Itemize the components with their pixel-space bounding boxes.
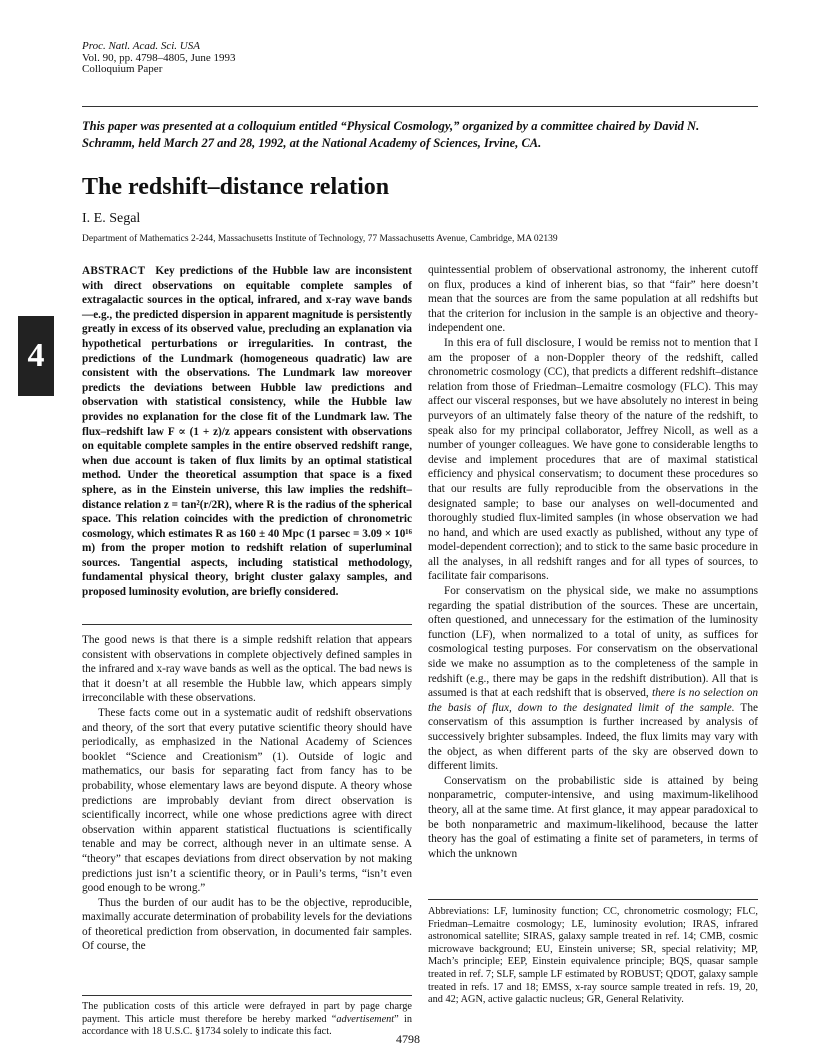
colloquium-note: This paper was presented at a colloquium entitled “Physical Cosmology,” organized by a committee chaired by David N. Schramm, held March 27 and 28, 1992, at the National Academy of Sciences, Irvine, CA. — [82, 119, 700, 150]
body-paragraph — [428, 584, 758, 774]
journal-volume: Vol. 90, pp. 4798–4805, June 1993 — [82, 51, 236, 64]
journal-name: Proc. Natl. Acad. Sci. USA — [82, 40, 200, 52]
author: I. E. Segal — [82, 211, 141, 226]
footnote-divider — [82, 995, 412, 996]
abbreviations: Abbreviations: LF, luminosity function; CC, chronometric cosmology; FLC, Friedman–Lemaitre cosmology; LE, luminosity evolution; IRAS, infrared astronomical satellite; SIRAS, galaxy sample treated in ref. 14; CMB, cosmic microwave background; EU, Einstein universe; SR, special relativity; MP, Mach’s principle; EEP, Einstein equivalence principle; BQS, quasar sample treated in ref. 7; SLF, sample LF estimated by ROBUST; QDOT, galaxy sample treated in refs. 17 and 18; EMSS, x-ray source sample treated in refs. 19, 20, and 42; AGN, active galactic nucleus; GR, General Relativity. — [428, 906, 758, 1006]
emphasis-text: there is no selection on the basis of flux, down to the designated limit of the sample. — [428, 687, 759, 714]
abstract-text: Key predictions of the Hubble law are inconsistent with direct observations on equitable complete samples of extragalactic sources in the optical, infrared, and x-ray wave bands—e.g., the predicted dispersion in apparent magnitude is persistently greatly in excess of its observed value, precluding an explanation via hypothetical perturbations or irregularities. In contrast, the predictions of the Lundmark (homogeneous quadratic) law are consistent with the observations. The Lundmark law moreover predicts the deviations between Hubble law predictions and observation with statistical consistency, while the Hubble law provides no explanation for the close fit of the Lundmark law. The flux–redshift law F ∝ (1 + z)/z appears consistent with observations on equitable complete samples in the entire observed redshift range, when due account is taken of flux limits by an optimal statistical method. Under the theoretical assumption that space is a fixed sphere, as in the Einstein universe, this law implies the redshift–distance relation z = tan²(r/2R), where R is the radius of the spherical space. This relation coincides with the prediction of chronometric cosmology, which estimates R as 160 ± 40 Mpc (1 parsec = 3.09 × 10¹⁶ m) from the proper motion to redshift relation of superluminal sources. Tangential aspects, including statistical methodology, fundamental physical theory, bright cluster galaxy samples, and proposed luminosity evolution, are briefly considered. — [82, 265, 412, 599]
body-paragraph: quintessential problem of observational astronomy, the inherent cutoff on flux, produces a kind of inherent bias, so that “fair” here doesn’t mean that the sources are from the same population at all redshifts but that the criterion for inclusion in the sample is an objective and theory-independent one. — [428, 264, 758, 335]
body-text: For conservatism on the physical side, we make no assumptions regarding the spatial distribution of the sources. These are uncertain, often questioned, and unnecessary for the estimation of the luminosity function (LF), when normalized to a total of unity, as suffices for cosmological testing purposes. For conservatism on the observational side we make no assumption as to the completeness of the sample in redshift (e.g., there may be gaps in the redshift distribution). All that is assumed is that at each redshift that is observed, — [428, 585, 758, 700]
right-column — [428, 263, 758, 861]
body-text: The conservatism of this assumption is further increased by analysis of successively brighter subsamples. Indeed, the flux limits may vary with the object, as when different parts of the sky are observed down to different limits. — [428, 701, 758, 773]
body-paragraph: In this era of full disclosure, I would be remiss not to mention that I am the proposer of a non-Doppler theory of the redshift, called chronometric cosmology (CC), that predicts a different redshift–distance relation from those of Friedman–Lemaitre cosmology (FLC). This may affect our visceral responses, but we have absolutely no interest in being purveyors of an ultimately false theory of the nature of the redshift, to speak also for my principal collaborator, Jeffrey Nicoll, as well as a number of younger colleagues. We have gone to considerable lengths to devise and implement procedures that are of maximal statistical efficiency and physical conservatism; to document these procedures so that our results are fully reproducible from the observations in the designated sample; to base our analyses on well-documented and thoroughly studied flux-limited samples (in whose observation we had no hand, and which are used exactly as published, without any type of model-dependent correction); and to stick to the same basic procedure in all the analyses, in all redshift ranges and for all types of sources, to facilitate fair comparisons. — [428, 336, 758, 583]
abbreviations-divider — [428, 899, 758, 900]
abstract-label: ABSTRACT — [82, 265, 146, 277]
journal-header — [82, 41, 236, 76]
left-column — [82, 633, 412, 954]
body-paragraph: The good news is that there is a simple redshift relation that appears consistent with observations in complete objectively defined samples in the infrared and x-ray wave bands as well as the optical. The bad news is that it doesn’t at all resemble the Hubble law, which appears simply irreconcilable with these observations. — [82, 634, 412, 705]
journal-section: Colloquium Paper — [82, 63, 163, 75]
abstract-divider — [82, 624, 412, 625]
paper-title: The redshift–distance relation — [82, 174, 390, 200]
header-divider — [82, 106, 758, 107]
body-paragraph: Conservatism on the probabilistic side is attained by being nonparametric, computer-intensive, and using maximum-likelihood theory, all at the same time. At first glance, it may appear paradoxical to be both nonparametric and maximum-likelihood, because the latter theory has the goal of estimating a finite set of parameters, in terms of which the unknown — [428, 774, 758, 860]
page-number: 4798 — [396, 1032, 420, 1046]
body-paragraph: These facts come out in a systematic audit of redshift observations and theory, of the sort that every putative scientific theory should have periodically, as emphasized in the National Academy of Sciences booklet “Science and Creationism” (1). Outside of logic and mathematics, our basis for separating fact from fancy has to be probability, whose elementary laws are beyond dispute. A theory whose predictions are improbably deviant from direct observation is scientifically incorrect, while one whose predictions agree with direct observation within apparent statistical fluctuations is scientifically tenable and may be correct, although never in an ultimate sense. A “theory” that escapes deviations from direct observation by not making predictions just isn’t a scientific theory, or in Pauli’s terms, “isn’t even good enough to be wrong.” — [82, 706, 412, 895]
section-marker: 4 — [18, 316, 54, 396]
footnote-text: ” in accordance with 18 U.S.C. §1734 solely to indicate this fact. — [82, 1013, 413, 1038]
abstract — [82, 264, 412, 600]
body-paragraph: Thus the burden of our audit has to be the objective, reproducible, maximally accurate determination of probability levels for the deviations of theoretical prediction from observation, in documented fair samples. Of course, the — [82, 896, 413, 953]
footnote-text: The publication costs of this article were defrayed in part by page charge payment. This article must therefore be hereby marked “ — [82, 1001, 412, 1025]
affiliation: Department of Mathematics 2-244, Massachusetts Institute of Technology, 77 Massachusetts Avenue, Cambridge, MA 02139 — [82, 234, 558, 244]
footnote-emphasis: advertisement — [336, 1013, 395, 1025]
